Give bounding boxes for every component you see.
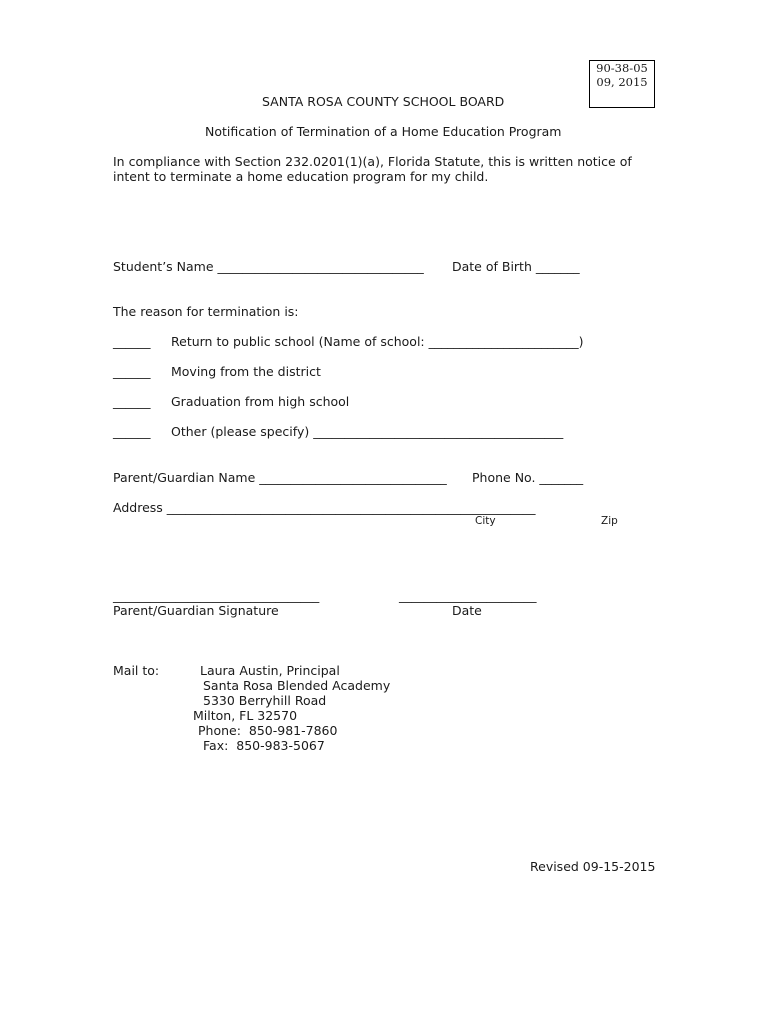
org-heading: SANTA ROSA COUNTY SCHOOL BOARD: [262, 94, 505, 109]
signature-date-line[interactable]: ______________________: [399, 588, 537, 603]
city-label: City: [475, 515, 496, 527]
mail-city: Milton, FL 32570: [193, 708, 298, 723]
mail-fax: Fax: 850-983-5067: [203, 738, 325, 753]
mail-phone: Phone: 850-981-7860: [198, 723, 338, 738]
reason-option-other: Other (please specify) ________________________________________: [171, 424, 564, 439]
reason-blank-3[interactable]: ______: [113, 394, 151, 409]
mail-school: Santa Rosa Blended Academy: [203, 678, 391, 693]
student-name-field[interactable]: Student’s Name _________________________________: [113, 259, 424, 274]
reason-blank-1[interactable]: ______: [113, 334, 151, 349]
phone-field[interactable]: Phone No. _______: [472, 470, 584, 485]
zip-label: Zip: [601, 515, 618, 527]
reason-blank-2[interactable]: ______: [113, 364, 151, 379]
revised-date: Revised 09-15-2015: [530, 859, 656, 874]
address-field[interactable]: Address ___________________________________________________________: [113, 500, 536, 515]
signature-line[interactable]: _________________________________: [113, 588, 320, 603]
reason-option-moving: Moving from the district: [171, 364, 321, 379]
form-number-line1: 90-38-05: [596, 61, 648, 75]
mail-to-label: Mail to:: [113, 663, 160, 678]
reason-option-graduation: Graduation from high school: [171, 394, 350, 409]
mail-street: 5330 Berryhill Road: [203, 693, 327, 708]
intro-line-2: intent to terminate a home education program for my child.: [113, 169, 489, 184]
signature-label: Parent/Guardian Signature: [113, 603, 279, 618]
intro-line-1: In compliance with Section 232.0201(1)(a), Florida Statute, this is written notice of: [113, 154, 632, 169]
parent-name-field[interactable]: Parent/Guardian Name ______________________________: [113, 470, 447, 485]
form-number-line2: 09, 2015: [596, 75, 648, 89]
reason-heading: The reason for termination is:: [113, 304, 299, 319]
mail-principal: Laura Austin, Principal: [200, 663, 340, 678]
date-of-birth-field[interactable]: Date of Birth _______: [452, 259, 580, 274]
form-title: Notification of Termination of a Home Education Program: [205, 124, 562, 139]
reason-blank-4[interactable]: ______: [113, 424, 151, 439]
signature-date-label: Date: [452, 603, 482, 618]
form-number-box: [589, 60, 655, 108]
reason-option-public-school: Return to public school (Name of school: ________________________): [171, 334, 584, 349]
